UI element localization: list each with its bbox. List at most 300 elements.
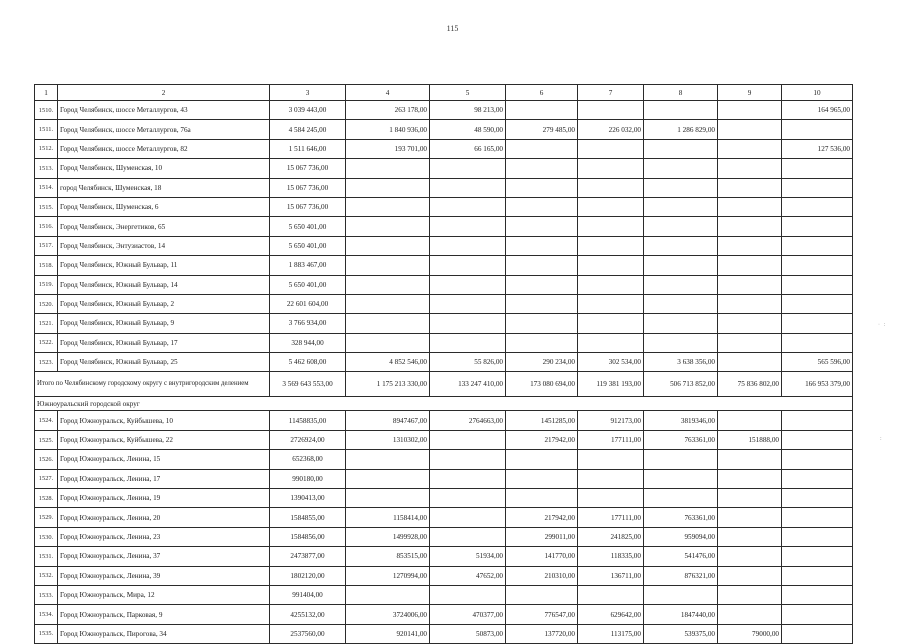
value-cell: 539375,00 [644,624,718,643]
row-number: 1532. [35,566,58,585]
value-cell: 920141,00 [346,624,430,643]
table-row [35,256,853,275]
value-cell: 776547,00 [506,605,578,624]
address-cell: Город Южноуральск, Ленина, 19 [58,489,270,508]
column-header: 1 [35,85,58,101]
value-cell [644,314,718,333]
row-number: 1535. [35,624,58,643]
value-cell [430,469,506,488]
budget-table [34,84,853,644]
value-cell [782,624,853,643]
value-cell [578,256,644,275]
value-cell [782,508,853,527]
row-number: 1510. [35,101,58,120]
address-cell: Город Южноуральск, Ленина, 37 [58,547,270,566]
table-row [35,450,853,469]
value-cell: 15 067 736,00 [270,197,346,216]
value-cell [578,450,644,469]
value-cell [782,314,853,333]
value-cell [578,159,644,178]
value-cell: 1 511 646,00 [270,139,346,158]
page-number: 115 [446,24,459,33]
value-cell: 990180,00 [270,469,346,488]
table-row [35,178,853,197]
value-cell: 1158414,00 [346,508,430,527]
table-row [35,508,853,527]
value-cell [506,256,578,275]
value-cell [782,469,853,488]
value-cell [718,527,782,546]
value-cell: 8947467,00 [346,411,430,430]
value-cell: 4 584 245,00 [270,120,346,139]
table-row [35,294,853,313]
value-cell: 47652,00 [430,566,506,585]
value-cell [506,178,578,197]
value-cell: 4255132,00 [270,605,346,624]
value-cell: 55 826,00 [430,353,506,372]
address-cell: Город Южноуральск, Ленина, 15 [58,450,270,469]
column-header: 9 [718,85,782,101]
value-cell: 1847440,00 [644,605,718,624]
value-cell: 629642,00 [578,605,644,624]
value-cell [718,120,782,139]
value-cell [644,101,718,120]
value-cell [718,411,782,430]
value-cell: 3 766 934,00 [270,314,346,333]
value-cell: 3724006,00 [346,605,430,624]
value-cell: 4 852 546,00 [346,353,430,372]
total-cell: 506 713 852,00 [644,372,718,397]
table-row [35,217,853,236]
value-cell [644,450,718,469]
value-cell: 2537560,00 [270,624,346,643]
value-cell: 113175,00 [578,624,644,643]
total-cell: 133 247 410,00 [430,372,506,397]
value-cell [346,217,430,236]
value-cell [718,159,782,178]
value-cell: 2726924,00 [270,430,346,449]
value-cell [430,178,506,197]
value-cell [578,333,644,352]
address-cell: Город Южноуральск, Ленина, 39 [58,566,270,585]
value-cell: 177111,00 [578,508,644,527]
value-cell: 226 032,00 [578,120,644,139]
value-cell [718,547,782,566]
row-number: 1511. [35,120,58,139]
value-cell: 48 590,00 [430,120,506,139]
value-cell [718,139,782,158]
row-number: 1520. [35,294,58,313]
address-cell: Город Южноуральск, Ленина, 23 [58,527,270,546]
address-cell: Город Челябинск, Южный Бульвар, 17 [58,333,270,352]
address-cell: Город Южноуральск, Парковая, 9 [58,605,270,624]
value-cell [718,101,782,120]
value-cell: 217942,00 [506,508,578,527]
value-cell [718,508,782,527]
address-cell: Город Челябинск, Южный Бульвар, 25 [58,353,270,372]
address-cell: Город Южноуральск, Ленина, 17 [58,469,270,488]
table-row [35,120,853,139]
column-header: 2 [58,85,270,101]
value-cell [782,489,853,508]
row-number: 1521. [35,314,58,333]
value-cell: 763361,00 [644,430,718,449]
value-cell [718,294,782,313]
value-cell [430,489,506,508]
value-cell [782,178,853,197]
value-cell [506,333,578,352]
value-cell [346,314,430,333]
column-header: 7 [578,85,644,101]
value-cell: 3819346,00 [644,411,718,430]
value-cell: 328 944,00 [270,333,346,352]
value-cell [430,450,506,469]
value-cell [578,489,644,508]
scan-mark: · : [878,322,887,328]
address-cell: Город Челябинск, Шуменская, 10 [58,159,270,178]
value-cell [430,197,506,216]
value-cell: 763361,00 [644,508,718,527]
value-cell [346,450,430,469]
value-cell: 302 534,00 [578,353,644,372]
value-cell [506,139,578,158]
value-cell: 241825,00 [578,527,644,546]
value-cell [782,159,853,178]
address-cell: Город Челябинск, Южный Бульвар, 11 [58,256,270,275]
value-cell: 1584856,00 [270,527,346,546]
total-cell: 166 953 379,00 [782,372,853,397]
value-cell [644,159,718,178]
value-cell [718,217,782,236]
row-number: 1529. [35,508,58,527]
value-cell: 290 234,00 [506,353,578,372]
value-cell [346,256,430,275]
value-cell [644,469,718,488]
value-cell: 177111,00 [578,430,644,449]
value-cell [644,236,718,255]
value-cell [346,275,430,294]
column-header: 8 [644,85,718,101]
total-cell: 1 175 213 330,00 [346,372,430,397]
value-cell [782,527,853,546]
value-cell [346,333,430,352]
value-cell: 1390413,00 [270,489,346,508]
value-cell [506,314,578,333]
table-row [35,275,853,294]
value-cell: 299011,00 [506,527,578,546]
row-number: 1518. [35,256,58,275]
row-number: 1527. [35,469,58,488]
section-title: Южноуральский городской округ [35,397,853,411]
address-cell: Город Челябинск, Южный Бульвар, 9 [58,314,270,333]
value-cell: 991404,00 [270,585,346,604]
value-cell [430,314,506,333]
address-cell: Город Челябинск, Южный Бульвар, 2 [58,294,270,313]
value-cell: 263 178,00 [346,101,430,120]
value-cell [430,527,506,546]
table-row [35,197,853,216]
row-number: 1525. [35,430,58,449]
value-cell: 66 165,00 [430,139,506,158]
value-cell [506,159,578,178]
value-cell [578,101,644,120]
value-cell: 1 840 936,00 [346,120,430,139]
value-cell: 3 638 356,00 [644,353,718,372]
value-cell [506,101,578,120]
row-number: 1516. [35,217,58,236]
value-cell: 1 883 467,00 [270,256,346,275]
value-cell [718,469,782,488]
value-cell: 541476,00 [644,547,718,566]
total-cell: 75 836 802,00 [718,372,782,397]
table-row [35,353,853,372]
value-cell [644,256,718,275]
value-cell [718,566,782,585]
value-cell [506,217,578,236]
value-cell [644,275,718,294]
value-cell [346,489,430,508]
address-cell: Город Челябинск, Южный Бульвар, 14 [58,275,270,294]
value-cell [346,469,430,488]
value-cell [506,197,578,216]
value-cell [430,333,506,352]
value-cell [430,294,506,313]
value-cell [506,236,578,255]
total-cell: 3 569 643 553,00 [270,372,346,397]
row-number: 1512. [35,139,58,158]
value-cell [718,585,782,604]
value-cell: 164 965,00 [782,101,853,120]
value-cell: 1270994,00 [346,566,430,585]
value-cell: 137720,00 [506,624,578,643]
value-cell [506,450,578,469]
value-cell: 151888,00 [718,430,782,449]
value-cell: 853515,00 [346,547,430,566]
address-cell: Город Челябинск, шоссе Металлургов, 43 [58,101,270,120]
value-cell [644,178,718,197]
value-cell [782,605,853,624]
table-row [35,411,853,430]
value-cell [430,508,506,527]
value-cell [782,450,853,469]
value-cell [782,256,853,275]
value-cell: 15 067 736,00 [270,159,346,178]
value-cell [578,294,644,313]
table-row [35,159,853,178]
row-number: 1523. [35,353,58,372]
value-cell [430,217,506,236]
value-cell [782,411,853,430]
value-cell: 470377,00 [430,605,506,624]
table-row [35,527,853,546]
value-cell: 1802120,00 [270,566,346,585]
value-cell [718,256,782,275]
table-row [35,101,853,120]
value-cell [718,314,782,333]
value-cell [718,333,782,352]
value-cell [782,197,853,216]
value-cell [782,236,853,255]
column-header: 3 [270,85,346,101]
value-cell [578,585,644,604]
row-number: 1515. [35,197,58,216]
value-cell [782,275,853,294]
column-header: 5 [430,85,506,101]
address-cell: Город Южноуральск, Пирогова, 34 [58,624,270,643]
value-cell [506,469,578,488]
value-cell: 5 462 608,00 [270,353,346,372]
total-row [35,372,853,397]
value-cell: 3 039 443,00 [270,101,346,120]
value-cell [578,275,644,294]
value-cell [782,430,853,449]
value-cell: 2764663,00 [430,411,506,430]
value-cell: 51934,00 [430,547,506,566]
table-row [35,139,853,158]
table-row [35,236,853,255]
value-cell [782,585,853,604]
value-cell [506,489,578,508]
value-cell [782,217,853,236]
table-row [35,314,853,333]
row-number: 1530. [35,527,58,546]
value-cell [430,275,506,294]
value-cell [644,197,718,216]
value-cell: 2473877,00 [270,547,346,566]
row-number: 1519. [35,275,58,294]
value-cell [578,178,644,197]
value-cell: 5 650 401,00 [270,236,346,255]
value-cell: 141770,00 [506,547,578,566]
address-cell: Город Южноуральск, Куйбышева, 10 [58,411,270,430]
address-cell: город Челябинск, Шуменская, 18 [58,178,270,197]
value-cell: 118335,00 [578,547,644,566]
value-cell: 50873,00 [430,624,506,643]
table-row [35,585,853,604]
address-cell: Город Челябинск, Энергетиков, 65 [58,217,270,236]
value-cell [718,605,782,624]
row-number: 1513. [35,159,58,178]
value-cell: 1451285,00 [506,411,578,430]
value-cell [578,236,644,255]
scan-mark: : [880,436,883,442]
value-cell: 1 286 829,00 [644,120,718,139]
row-number: 1522. [35,333,58,352]
value-cell [718,236,782,255]
value-cell [346,197,430,216]
total-cell: 173 080 694,00 [506,372,578,397]
value-cell [644,489,718,508]
value-cell [644,217,718,236]
row-number: 1514. [35,178,58,197]
value-cell [782,333,853,352]
value-cell [506,585,578,604]
value-cell: 652368,00 [270,450,346,469]
total-cell: 119 381 193,00 [578,372,644,397]
header-row [35,85,853,101]
value-cell [718,197,782,216]
value-cell: 876321,00 [644,566,718,585]
value-cell: 127 536,00 [782,139,853,158]
value-cell: 959094,00 [644,527,718,546]
value-cell [578,217,644,236]
value-cell [346,294,430,313]
total-label: Итого по Челябинскому городскому округу с внутригородским делением [35,372,270,397]
value-cell [578,197,644,216]
address-cell: Город Южноуральск, Куйбышева, 22 [58,430,270,449]
value-cell [718,353,782,372]
row-number: 1534. [35,605,58,624]
value-cell [782,120,853,139]
value-cell [346,236,430,255]
value-cell [430,430,506,449]
table-row [35,489,853,508]
value-cell: 5 650 401,00 [270,275,346,294]
row-number: 1517. [35,236,58,255]
table-row [35,333,853,352]
table-row [35,605,853,624]
address-cell: Город Челябинск, Энтузиастов, 14 [58,236,270,255]
value-cell: 22 601 604,00 [270,294,346,313]
row-number: 1528. [35,489,58,508]
value-cell: 193 701,00 [346,139,430,158]
value-cell [346,159,430,178]
value-cell [782,547,853,566]
value-cell: 79000,00 [718,624,782,643]
value-cell: 15 067 736,00 [270,178,346,197]
value-cell [346,178,430,197]
address-cell: Город Челябинск, шоссе Металлургов, 82 [58,139,270,158]
row-number: 1531. [35,547,58,566]
value-cell: 565 596,00 [782,353,853,372]
column-header: 4 [346,85,430,101]
table-row [35,547,853,566]
value-cell: 279 485,00 [506,120,578,139]
value-cell [644,139,718,158]
value-cell [506,275,578,294]
value-cell [718,489,782,508]
value-cell [644,333,718,352]
value-cell: 5 650 401,00 [270,217,346,236]
address-cell: Город Южноуральск, Ленина, 20 [58,508,270,527]
column-header: 6 [506,85,578,101]
value-cell: 1499928,00 [346,527,430,546]
value-cell [782,294,853,313]
value-cell: 11458835,00 [270,411,346,430]
row-number: 1533. [35,585,58,604]
value-cell [578,314,644,333]
value-cell [430,159,506,178]
value-cell: 1584855,00 [270,508,346,527]
section-row [35,397,853,411]
value-cell [644,585,718,604]
address-cell: Город Челябинск, шоссе Металлургов, 76а [58,120,270,139]
value-cell [718,450,782,469]
value-cell: 210310,00 [506,566,578,585]
table-row [35,624,853,643]
address-cell: Город Южноуральск, Мира, 12 [58,585,270,604]
column-header: 10 [782,85,853,101]
row-number: 1524. [35,411,58,430]
value-cell [782,566,853,585]
row-number: 1526. [35,450,58,469]
value-cell [644,294,718,313]
value-cell [430,236,506,255]
value-cell [506,294,578,313]
value-cell [718,178,782,197]
value-cell [346,585,430,604]
table-row [35,469,853,488]
